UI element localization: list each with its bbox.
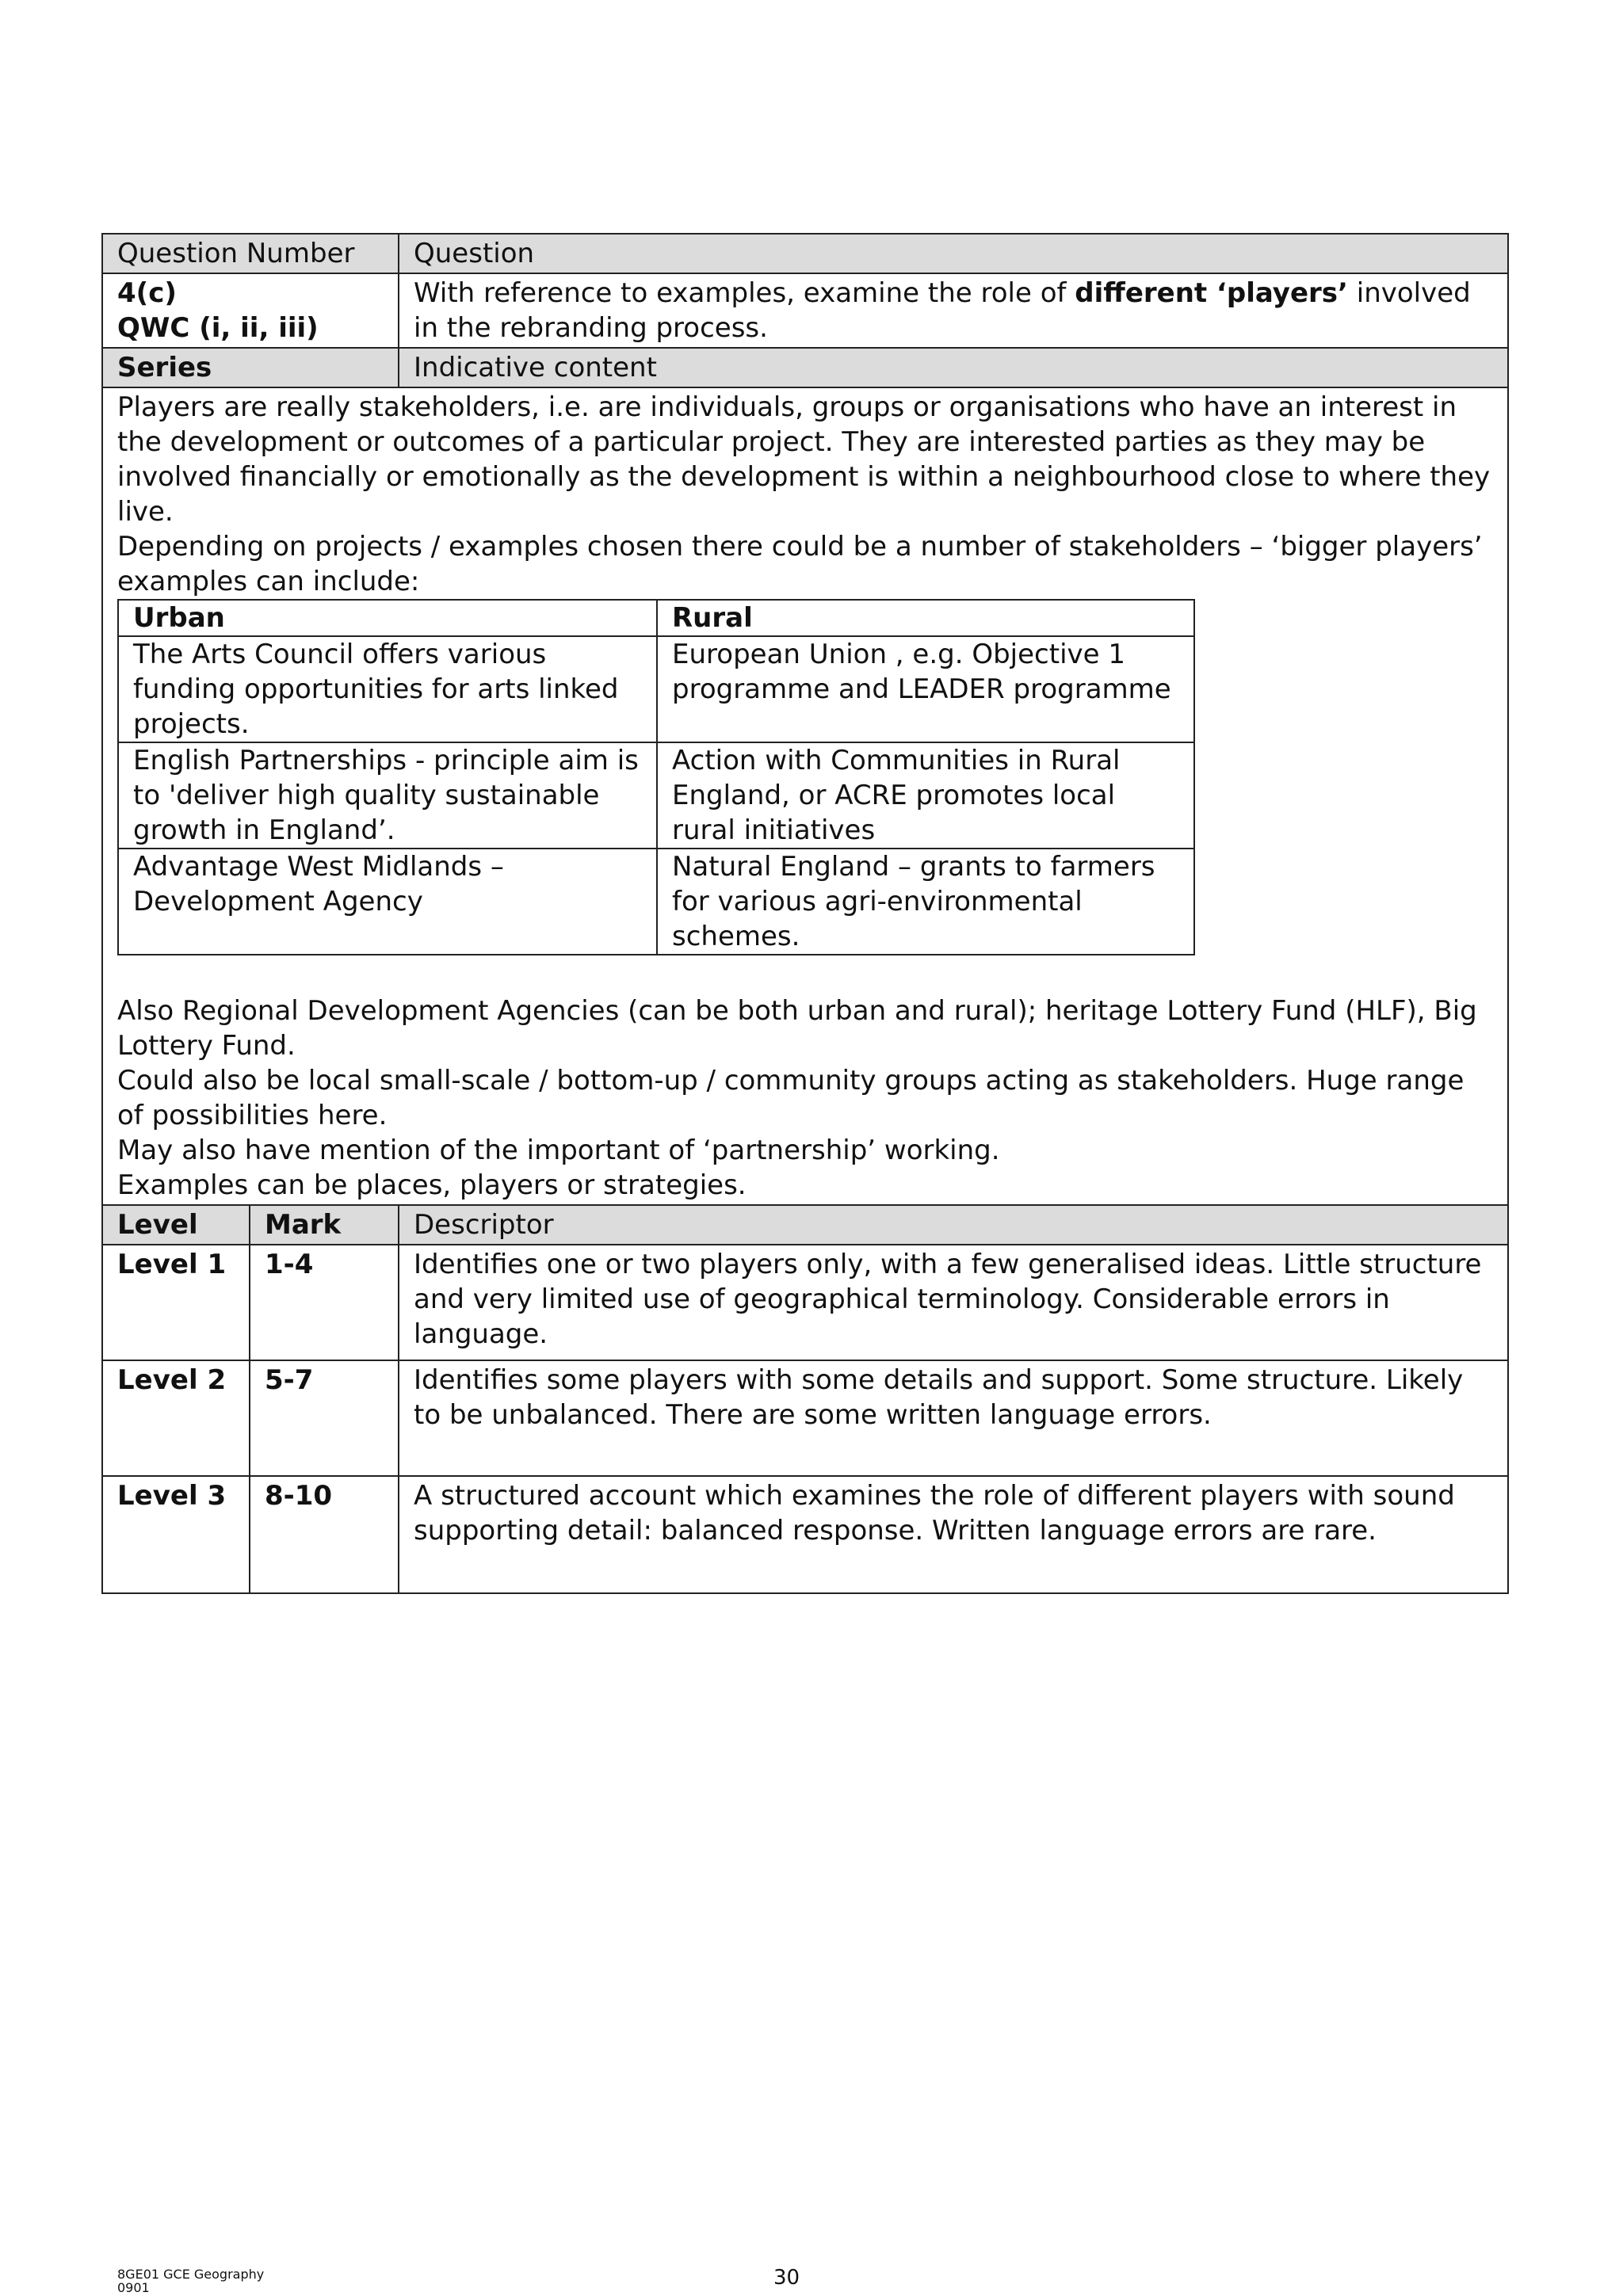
level-cell: Level 3 (102, 1476, 250, 1593)
urban-cell: Advantage West Midlands – Development Agency (118, 849, 657, 955)
level-cell: Level 1 (102, 1245, 250, 1360)
urban-header: Urban (118, 600, 657, 636)
level-cell: Level 2 (102, 1360, 250, 1476)
stakeholders-row (118, 636, 1194, 742)
mark-scheme-page (101, 233, 1509, 1594)
mark-cell: 5-7 (250, 1360, 399, 1476)
question-header: Question (399, 234, 1508, 273)
footer-code (117, 2267, 264, 2294)
page-number: 30 (773, 2266, 800, 2290)
levels-header-row (102, 1205, 1508, 1245)
stakeholders-table (117, 599, 1195, 955)
rural-cell: Action with Communities in Rural England, or ACRE promotes local rural initiatives (657, 742, 1194, 849)
indicative-content-row (102, 387, 1508, 1205)
mark-header: Mark (250, 1205, 399, 1245)
mark-cell: 1-4 (250, 1245, 399, 1360)
level-header: Level (102, 1205, 250, 1245)
question-text-end: involved in the rebranding process. (414, 277, 1471, 344)
level-row (102, 1476, 1508, 1593)
question-number: 4(c) (117, 277, 177, 309)
stakeholders-row (118, 849, 1194, 955)
question-row (102, 273, 1508, 348)
mark-scheme-table (101, 233, 1509, 1594)
question-text-start: With reference to examples, examine the role of (414, 277, 1075, 309)
rural-cell: European Union , e.g. Objective 1 programme and LEADER programme (657, 636, 1194, 742)
question-text-cell (399, 273, 1508, 348)
series-label: Series (102, 348, 399, 387)
level-row (102, 1245, 1508, 1360)
footer-spec-code: 0901 (117, 2280, 150, 2295)
blank-line (117, 959, 1493, 994)
question-number-cell (102, 273, 399, 348)
question-text-bold: different ‘players’ (1075, 277, 1348, 309)
paragraph: Depending on projects / examples chosen there could be a number of stakeholders – ‘bigger players’ examples can include: (117, 531, 1483, 597)
stakeholders-header-row (118, 600, 1194, 636)
footer-spec: 8GE01 GCE Geography (117, 2267, 265, 2282)
indicative-content-cell (102, 387, 1508, 1205)
series-row (102, 348, 1508, 387)
paragraph: Also Regional Development Agencies (can be both urban and rural); heritage Lottery Fund (HLF), Big Lottery Fund. (117, 995, 1477, 1062)
paragraph: Could also be local small-scale / bottom-up / community groups acting as stakeholders. Huge range of possibilities here. (117, 1065, 1465, 1131)
level-row (102, 1360, 1508, 1476)
descriptor-cell: A structured account which examines the role of different players with sound supporting detail: balanced response. Written language errors are rare. (399, 1476, 1508, 1593)
paragraph: Players are really stakeholders, i.e. are individuals, groups or organisations who have an interest in the development or outcomes of a particular project. They are interested parties as they may be involved financially or emotionally as the development is within a neighbourhood close to where they live. (117, 391, 1491, 528)
question-number-header: Question Number (102, 234, 399, 273)
descriptor-cell: Identifies one or two players only, with a few generalised ideas. Little structure and very limited use of geographical terminology. Considerable errors in language. (399, 1245, 1508, 1360)
header-row (102, 234, 1508, 273)
descriptor-cell: Identifies some players with some details and support. Some structure. Likely to be unbalanced. There are some written language errors. (399, 1360, 1508, 1476)
paragraph: Examples can be places, players or strategies. (117, 1169, 747, 1201)
rural-cell: Natural England – grants to farmers for various agri-environmental schemes. (657, 849, 1194, 955)
rural-header: Rural (657, 600, 1194, 636)
descriptor-header: Descriptor (399, 1205, 1508, 1245)
indicative-content-label: Indicative content (399, 348, 1508, 387)
urban-cell: English Partnerships - principle aim is to 'deliver high quality sustainable growth in England’. (118, 742, 657, 849)
urban-cell: The Arts Council offers various funding opportunities for arts linked projects. (118, 636, 657, 742)
stakeholders-row (118, 742, 1194, 849)
paragraph: May also have mention of the important of ‘partnership’ working. (117, 1135, 1000, 1166)
mark-cell: 8-10 (250, 1476, 399, 1593)
qwc-label: QWC (i, ii, iii) (117, 312, 319, 344)
